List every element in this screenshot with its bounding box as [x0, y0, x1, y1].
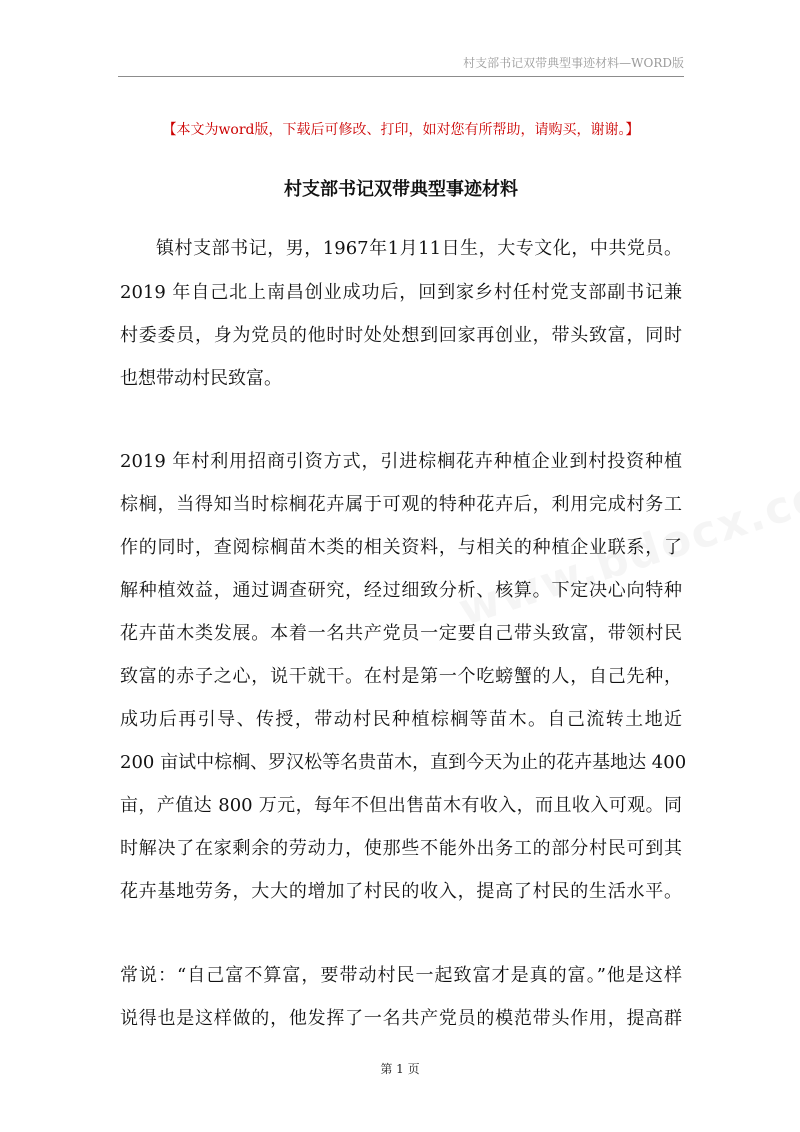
paragraph-2-line-10: 时解决了在家剩余的劳动力，使那些不能外出务工的部分村民可到其 [120, 838, 682, 859]
paragraph-2-line-8: 200 亩试中棕榈、罗汉松等名贵苗木，直到今天为止的花卉基地达 400 [120, 752, 687, 773]
paragraph-1-line-1: 镇村支部书记，男，1967年1月11日生，大专文化，中共党员。 [156, 238, 682, 259]
paragraph-2-line-2: 棕榈，当得知当时棕榈花卉属于可观的特种花卉后，利用完成村务工 [120, 494, 682, 515]
paragraph-3-line-1: 常说：“自己富不算富，要带动村民一起致富才是真的富。”他是这样 [120, 965, 682, 986]
paragraph-2-line-4: 解种植效益，通过调查研究，经过细致分析、核算。下定决心向特种 [120, 580, 682, 601]
paragraph-2-line-7: 成功后再引导、传授，带动村民种植棕榈等苗木。自己流转土地近 [120, 709, 682, 730]
paragraph-2-line-1: 2019 年村利用招商引资方式，引进棕榈花卉种植企业到村投资种植 [120, 451, 682, 472]
paragraph-1-line-3: 村委委员，身为党员的他时时处处想到回家再创业，带头致富，同时 [120, 325, 682, 346]
document-title: 村支部书记双带典型事迹材料 [284, 179, 518, 200]
paragraph-1-line-2: 2019 年自己北上南昌创业成功后，回到家乡村任村党支部副书记兼 [120, 282, 682, 303]
page-number: 第 1 页 [380, 1062, 420, 1076]
paragraph-2-line-6: 致富的赤子之心，说干就干。在村是第一个吃螃蟹的人，自己先种， [120, 666, 682, 687]
paragraph-1-line-4: 也想带动村民致富。 [120, 368, 282, 389]
purchase-notice: 【本文为word版，下载后可修改、打印，如对您有所帮助，请购买，谢谢。】 [162, 122, 640, 138]
header-title: 村支部书记双带典型事迹材料—WORD版 [463, 56, 684, 70]
paragraph-2-line-5: 花卉苗木类发展。本着一名共产党员一定要自己带头致富，带领村民 [120, 623, 682, 644]
page-header [118, 50, 684, 77]
paragraph-2-line-11: 花卉基地劳务，大大的增加了村民的收入，提高了村民的生活水平。 [120, 881, 682, 902]
paragraph-2-line-9: 亩，产值达 800 万元，每年不但出售苗木有收入，而且收入可观。同 [120, 795, 682, 816]
paragraph-3-line-2: 说得也是这样做的，他发挥了一名共产党员的模范带头作用，提高群 [120, 1008, 682, 1029]
paragraph-2-line-3: 作的同时，查阅棕榈苗木类的相关资料，与相关的种植企业联系，了 [120, 537, 682, 558]
